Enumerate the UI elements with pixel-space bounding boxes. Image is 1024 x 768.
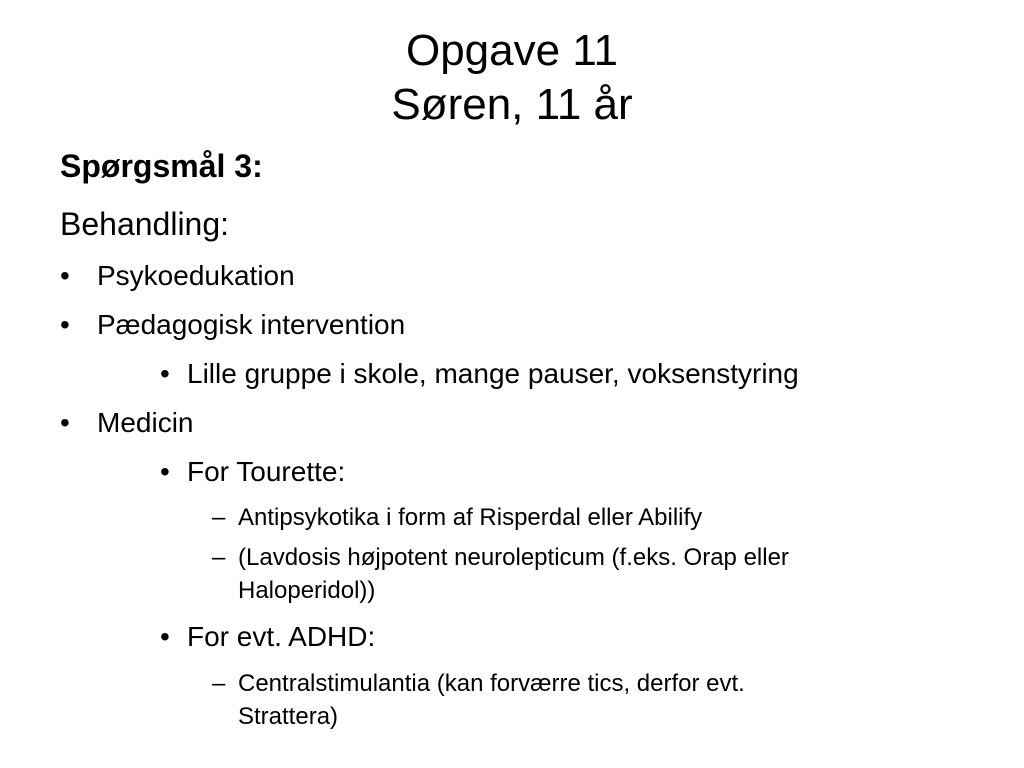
- list-item-label: Pædagogisk intervention: [97, 309, 406, 340]
- title-line-1: Opgave 11: [405, 26, 618, 75]
- bullet-marker: •: [160, 358, 170, 389]
- question-heading: Spørgsmål 3:: [60, 148, 263, 184]
- bullet-marker: •: [160, 621, 170, 652]
- sub-sub-list-item-label: Antipsykotika i form af Risperdal eller Abilify: [238, 504, 703, 531]
- sub-sub-list-item-label-line-2: Haloperidol)): [238, 577, 376, 604]
- dash-marker: –: [212, 504, 226, 531]
- bullet-marker: •: [60, 407, 70, 438]
- list-item-label: Medicin: [97, 407, 194, 438]
- bullet-marker: •: [160, 456, 170, 487]
- sub-list-item-label: Lille gruppe i skole, mange pauser, voksenstyring: [187, 358, 799, 389]
- bullet-marker: •: [60, 309, 70, 340]
- sub-sub-list-item-label-line-1: Centralstimulantia (kan forværre tics, derfor evt.: [238, 670, 745, 697]
- dash-marker: –: [212, 544, 226, 571]
- title-line-2: Søren, 11 år: [391, 80, 633, 129]
- section-heading: Behandling:: [60, 206, 230, 242]
- dash-marker: –: [212, 670, 226, 697]
- bullet-marker: •: [60, 260, 70, 291]
- slide-title: [0, 24, 1024, 132]
- list-item-label: Psykoedukation: [97, 260, 295, 291]
- sub-sub-list-item-label-line-2: Strattera): [238, 703, 339, 730]
- sub-list-item-label: For evt. ADHD:: [187, 621, 376, 652]
- sub-list-item-label: For Tourette:: [187, 456, 346, 487]
- sub-sub-list-item-label-line-1: (Lavdosis højpotent neurolepticum (f.eks. Orap eller: [238, 544, 789, 571]
